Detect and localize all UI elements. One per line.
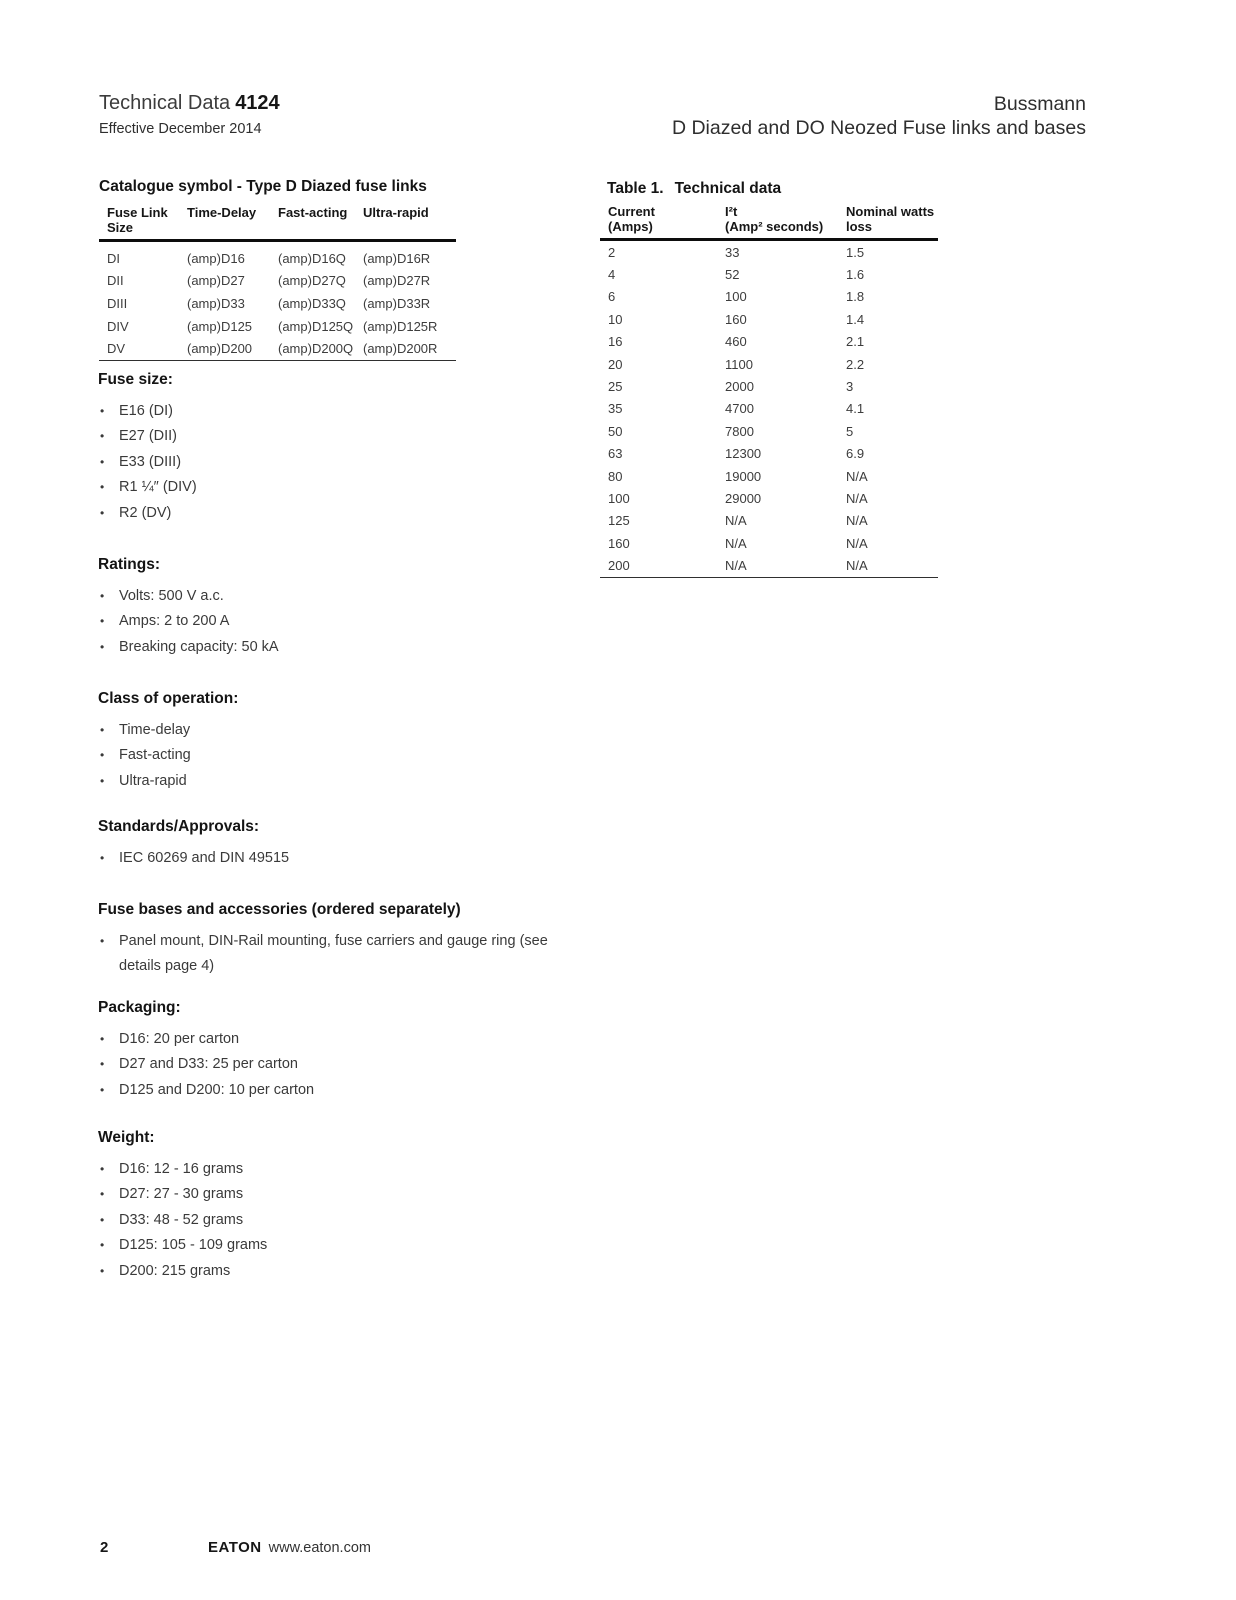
table-cell: 3 (846, 379, 854, 395)
table-cell: 10 (608, 311, 623, 327)
list-item (98, 1027, 568, 1052)
list-item (98, 1182, 568, 1207)
list-item (98, 1078, 568, 1103)
table-cell: 33 (725, 244, 740, 260)
table-row (99, 292, 456, 315)
table-cell: DIII (107, 295, 128, 311)
table-cell: DI (107, 250, 120, 266)
table-row (600, 510, 938, 532)
list-item-text: D125: 105 - 109 grams (119, 1237, 268, 1254)
table-row (99, 337, 456, 360)
table-cell: 1100 (725, 356, 753, 372)
table-cell: 52 (725, 267, 740, 283)
table-cell: 19000 (725, 468, 762, 484)
table-cell: (amp)D125Q (278, 318, 354, 334)
table-header-row (600, 205, 938, 240)
bullet-icon: • (100, 404, 105, 418)
table-cell: 63 (608, 446, 623, 462)
table-cell: (amp)D200R (363, 341, 438, 357)
table-cell: N/A (725, 513, 747, 529)
table-row (600, 465, 938, 487)
footer (208, 1539, 371, 1556)
bullet-icon: • (100, 1212, 105, 1227)
table-row (600, 240, 938, 264)
column-header: Current (Amps) (600, 205, 717, 240)
bullet-icon: • (100, 1057, 105, 1072)
table-cell: 460 (725, 334, 747, 350)
section-title: Weight: (98, 1129, 155, 1146)
section-standards-approvals (98, 818, 568, 871)
section-title: Standards/Approvals: (98, 818, 260, 835)
column-header: Nominal watts loss (838, 205, 938, 240)
table-row (600, 331, 938, 353)
list-item (98, 929, 568, 980)
list-item (98, 609, 568, 634)
table-cell: 2000 (725, 379, 754, 395)
list-item-text: Fast-acting (119, 747, 191, 764)
list-item-text: D27: 27 - 30 grams (119, 1186, 244, 1203)
table-row (600, 532, 938, 554)
bullet-list (98, 929, 568, 980)
list-item (98, 501, 568, 526)
list-item (98, 718, 568, 743)
catalogue-title: Catalogue symbol - Type D Diazed fuse links (99, 178, 427, 195)
table-cell: (amp)D125 (187, 318, 253, 334)
table-cell: 200 (608, 558, 630, 574)
list-item (98, 1259, 568, 1284)
section-title: Fuse size: (98, 371, 173, 388)
table-cell: (amp)D33Q (278, 295, 346, 311)
bullet-icon: • (100, 480, 105, 495)
table-cell: N/A (846, 558, 868, 574)
list-item (98, 424, 568, 449)
table-cell: 6.9 (846, 446, 865, 462)
list-item (98, 743, 568, 768)
table-cell: 2 (608, 244, 616, 260)
bullet-icon: • (100, 748, 105, 763)
bullet-list (98, 584, 568, 660)
table-cell: N/A (846, 513, 868, 529)
list-item (98, 399, 568, 424)
table-cell: (amp)D125R (363, 318, 438, 334)
list-item-text: Breaking capacity: 50 kA (119, 638, 279, 655)
bullet-list (98, 1157, 568, 1284)
table-cell: 7800 (725, 423, 754, 439)
section-title: Class of operation: (98, 690, 239, 707)
bullet-icon: • (100, 454, 105, 469)
table-cell: 16 (608, 334, 623, 350)
table-cell: 5 (846, 423, 854, 439)
list-item (98, 1208, 568, 1233)
table-cell: 2.2 (846, 356, 865, 372)
table-cell: N/A (725, 558, 747, 574)
list-item (98, 769, 568, 794)
table-row (99, 241, 456, 270)
table-row (600, 420, 938, 442)
list-item (98, 1233, 568, 1258)
table-cell: DV (107, 341, 126, 357)
list-item-text: Time-delay (119, 722, 191, 738)
table-cell: 20 (608, 356, 623, 372)
table-cell: 1.8 (846, 289, 865, 305)
bullet-icon: • (100, 429, 105, 444)
effective-date: Effective December 2014 (99, 121, 262, 137)
bullet-icon: • (100, 723, 105, 737)
column-header: Fast-acting (270, 206, 355, 241)
doc-type-label: Technical Data (99, 92, 231, 114)
table-cell: 4 (608, 267, 616, 283)
table-cell: DIV (107, 318, 129, 334)
list-item (98, 584, 568, 609)
bullet-icon: • (100, 1162, 105, 1176)
list-item-text: D16: 12 - 16 grams (119, 1161, 244, 1177)
table-cell: N/A (846, 535, 868, 551)
header-left (99, 92, 280, 137)
table-cell: (amp)D16R (363, 250, 431, 266)
table-row (600, 353, 938, 375)
bullet-list (98, 846, 568, 871)
header-right (672, 93, 1086, 140)
list-item-text: D33: 48 - 52 grams (119, 1211, 244, 1228)
column-header: I²t (Amp² seconds) (717, 205, 838, 240)
doc-title (99, 92, 280, 114)
section-ratings (98, 556, 568, 660)
list-item-text: E27 (DII) (119, 428, 178, 445)
table-cell: 125 (608, 513, 630, 529)
list-item-text: IEC 60269 and DIN 49515 (119, 850, 290, 866)
table-cell: N/A (846, 490, 868, 506)
table-row (99, 270, 456, 293)
table-header-row (99, 206, 456, 241)
section-packaging (98, 999, 568, 1103)
table-row (600, 398, 938, 420)
section-title: Ratings: (98, 556, 160, 573)
bullet-list (98, 1027, 568, 1103)
table-cell: 29000 (725, 490, 762, 506)
table-cell: (amp)D27R (363, 273, 431, 289)
table-cell: 160 (725, 311, 747, 327)
footer-url[interactable]: www.eaton.com (268, 1540, 371, 1556)
column-header: Fuse Link Size (99, 206, 179, 241)
brand-name: Bussmann (993, 93, 1086, 115)
section-fuse-size (98, 371, 568, 526)
list-item-text: R1 ¼″ (DIV) (119, 479, 197, 496)
list-item (98, 1052, 568, 1077)
table-row (600, 375, 938, 397)
list-item (98, 475, 568, 500)
table-row (600, 308, 938, 330)
list-item-text: R2 (DV) (119, 504, 172, 521)
table-row (600, 554, 938, 577)
list-item (98, 846, 568, 871)
technical-data-table (600, 205, 938, 578)
column-header: Time-Delay (179, 206, 270, 241)
bullet-icon: • (100, 1263, 105, 1278)
list-item-text: D27 and D33: 25 per carton (119, 1056, 298, 1073)
table-cell: 4700 (725, 401, 754, 417)
list-item (98, 1157, 568, 1182)
section-fuse-bases (98, 901, 568, 980)
bullet-icon: • (100, 639, 105, 654)
table-cell: 25 (608, 379, 623, 395)
list-item-text: E33 (DIII) (119, 453, 182, 470)
footer-brand: EATON (208, 1539, 262, 1556)
table-cell: 1.5 (846, 244, 865, 260)
list-item (98, 450, 568, 475)
table-cell: (amp)D200 (187, 341, 253, 357)
table-row (99, 315, 456, 338)
table-cell: 6 (608, 289, 616, 305)
bullet-icon: • (100, 1238, 105, 1253)
list-item-text: Panel mount, DIN-Rail mounting, fuse carriers and gauge ring (see details page 4) (119, 933, 548, 975)
section-weight (98, 1129, 568, 1284)
table1-title: Table 1. Technical data (607, 180, 782, 197)
bullet-list (98, 399, 568, 526)
section-class-of-operation (98, 690, 568, 794)
bullet-icon: • (100, 1032, 105, 1046)
bullet-icon: • (100, 614, 105, 629)
table-cell: (amp)D16Q (278, 250, 346, 266)
table-cell: 160 (608, 535, 630, 551)
bullet-icon: • (100, 1082, 105, 1097)
table-cell: 1.4 (846, 311, 865, 327)
table-cell: (amp)D27Q (278, 273, 346, 289)
list-item-text: D200: 215 grams (119, 1262, 231, 1279)
table-cell: 1.6 (846, 267, 865, 283)
table-cell: N/A (725, 535, 747, 551)
bullet-icon: • (100, 934, 105, 948)
table-cell: 35 (608, 401, 623, 417)
table-row (600, 443, 938, 465)
list-item-text: Ultra-rapid (119, 772, 187, 789)
bullet-icon: • (100, 1187, 105, 1202)
table-cell: 2.1 (846, 334, 865, 350)
section-title: Fuse bases and accessories (ordered separately) (98, 901, 461, 918)
table-row (600, 487, 938, 509)
table-cell: 12300 (725, 446, 762, 462)
list-item-text: Volts: 500 V a.c. (119, 588, 224, 604)
table-cell: (amp)D33 (187, 295, 245, 311)
table-cell: 80 (608, 468, 623, 484)
table-cell: 50 (608, 423, 623, 439)
catalogue-table (99, 206, 456, 361)
table-cell: 100 (725, 289, 747, 305)
table-cell: DII (107, 273, 124, 289)
table-cell: 4.1 (846, 401, 865, 417)
list-item-text: Amps: 2 to 200 A (119, 613, 230, 630)
table-row (600, 286, 938, 308)
table-cell: N/A (846, 468, 868, 484)
bullet-icon: • (100, 589, 105, 603)
list-item-text: D125 and D200: 10 per carton (119, 1081, 315, 1098)
list-item-text: E16 (DI) (119, 403, 173, 419)
product-line: D Diazed and DO Neozed Fuse links and bases (671, 116, 1086, 139)
bullet-icon: • (100, 505, 105, 520)
bullet-icon: • (100, 851, 105, 865)
table-row (600, 263, 938, 285)
list-item-text: D16: 20 per carton (119, 1031, 240, 1047)
bullet-icon: • (100, 773, 105, 788)
table-cell: (amp)D16 (187, 250, 245, 266)
column-header: Ultra-rapid (355, 206, 456, 241)
list-item (98, 635, 568, 660)
doc-number: 4124 (235, 92, 280, 114)
page-number: 2 (100, 1539, 109, 1556)
bullet-list (98, 718, 568, 794)
section-title: Packaging: (98, 999, 181, 1016)
table-cell: 100 (608, 490, 630, 506)
table-cell: (amp)D200Q (278, 341, 354, 357)
table-cell: (amp)D33R (363, 295, 431, 311)
table-cell: (amp)D27 (187, 273, 245, 289)
